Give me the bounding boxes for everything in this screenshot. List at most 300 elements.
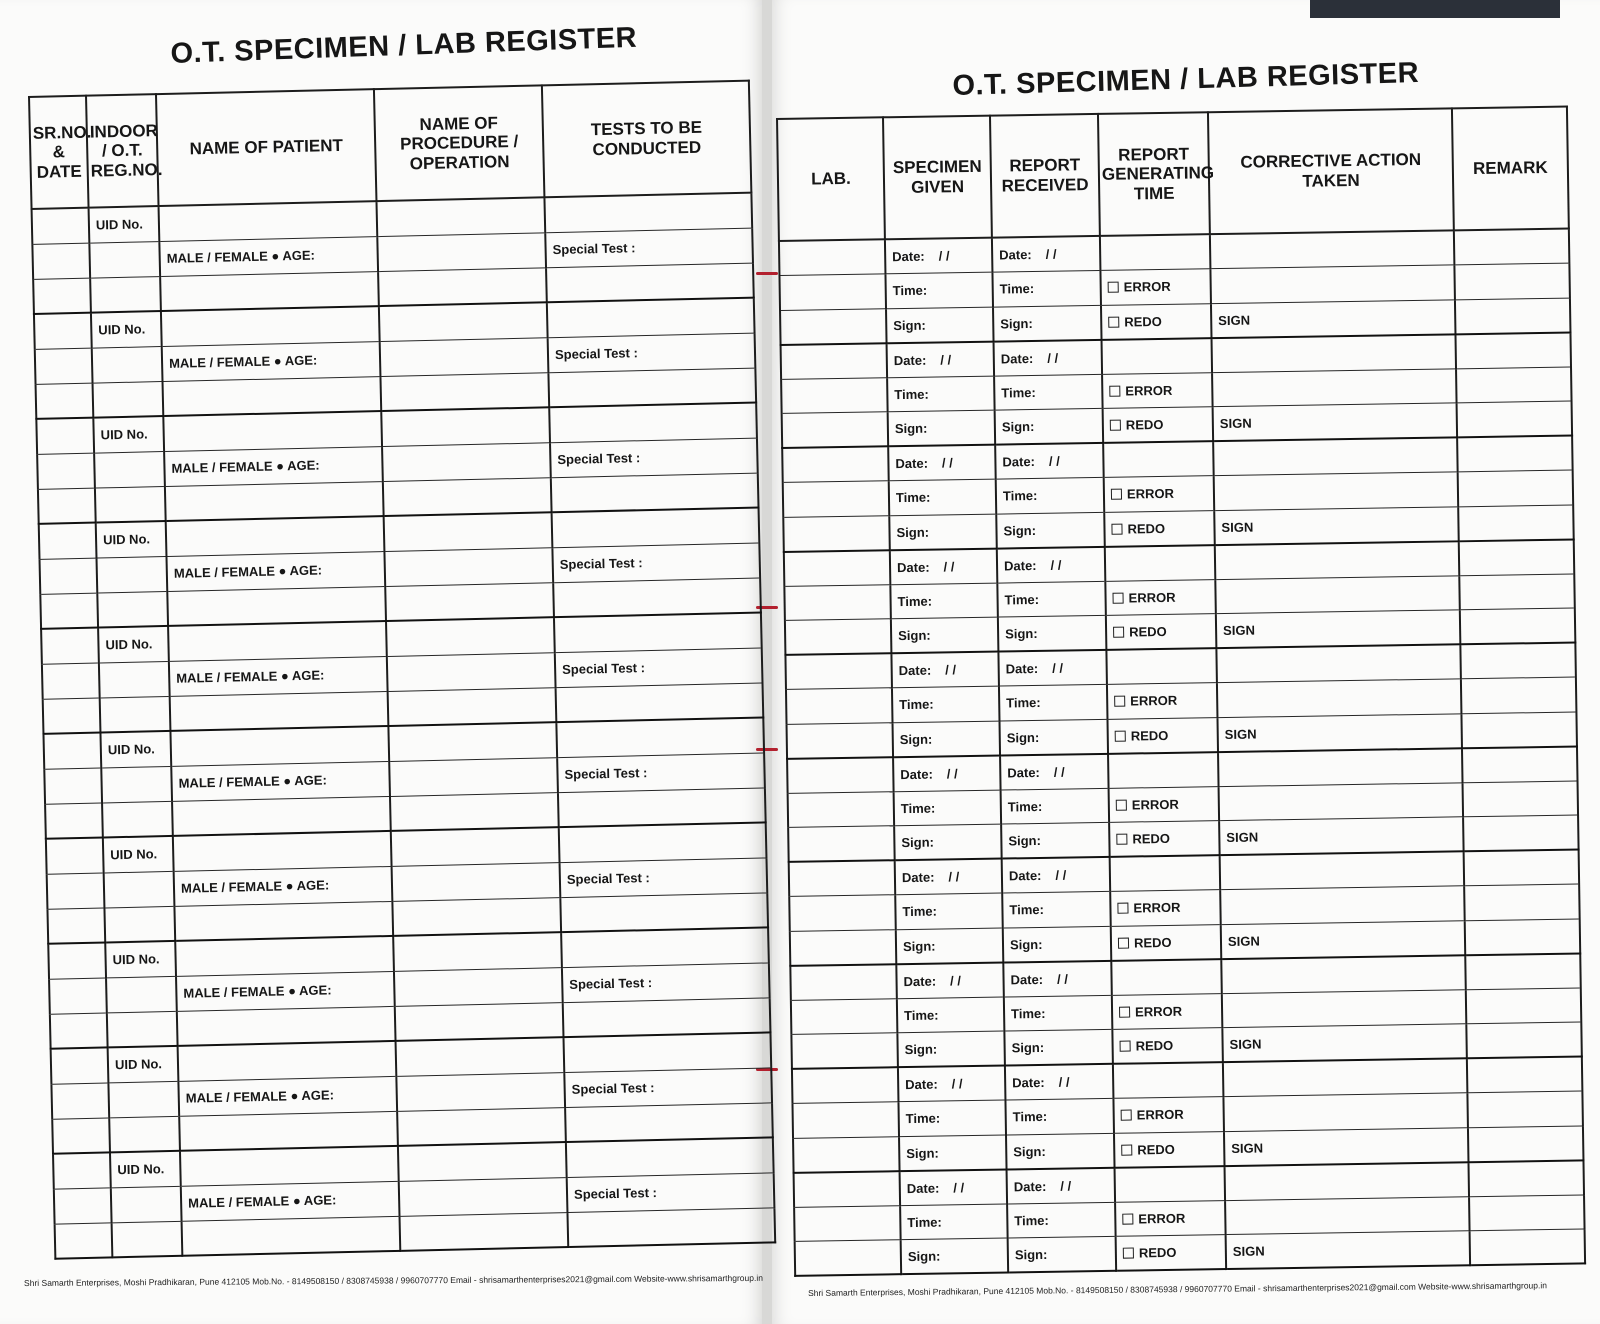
special-test-label-text: Special Test : [561, 660, 646, 678]
specimen-date-label-text: Date: [901, 869, 935, 886]
corrective-sign-label [1211, 299, 1456, 337]
date-slashes: / / [953, 1179, 965, 1195]
gender-age-label [162, 341, 381, 381]
specimen-date-label [885, 238, 993, 274]
table-header-row [29, 81, 751, 209]
date-slashes: / / [1048, 453, 1060, 469]
uid-label [93, 416, 164, 453]
specimen-date-label [887, 341, 995, 377]
report-time-label [1007, 1202, 1116, 1238]
redo-checkbox-text: REDO [1124, 313, 1162, 330]
col-header-report-received: REPORT RECEIVED [990, 114, 1100, 238]
corrective-sign-label [1214, 506, 1459, 544]
checkbox-icon[interactable] [1120, 1041, 1131, 1052]
report-date-label [992, 236, 1101, 272]
specimen-sign-label [888, 410, 996, 446]
specimen-time-label [894, 790, 1002, 826]
uid-label-text: UID No. [100, 426, 148, 443]
error-checkbox [1105, 579, 1216, 615]
error-checkbox-text: ERROR [1134, 1003, 1183, 1020]
patient-register-table [28, 80, 776, 1260]
redo-checkbox [1107, 717, 1218, 753]
gender-age-label [159, 236, 378, 276]
special-test-label-text: Special Test : [557, 450, 641, 468]
corrective-sign-label [1213, 403, 1458, 441]
specimen-time-label-text: Time: [899, 696, 934, 713]
gender-age-label-text: MALE / FEMALE ● AGE: [166, 247, 316, 266]
checkbox-icon[interactable] [1121, 1110, 1132, 1121]
report-sign-label-text: Sign: [1001, 418, 1035, 435]
report-date-label [995, 443, 1104, 479]
uid-label-text: UID No. [114, 1056, 163, 1073]
gender-age-label [181, 1181, 400, 1221]
report-sign-label-text: Sign: [1005, 625, 1038, 642]
corrective-sign-label [1219, 817, 1464, 855]
date-slashes: / / [951, 1076, 963, 1092]
redo-checkbox [1106, 614, 1217, 650]
col-header-lab: LAB. [777, 117, 885, 241]
report-date-label [1000, 753, 1109, 789]
report-sign-label [995, 408, 1104, 444]
special-test-label-text: Special Test : [571, 1080, 655, 1097]
redo-checkbox-text: REDO [1125, 416, 1164, 433]
lab-register-table [776, 106, 1586, 1277]
col-header-patient-name: NAME OF PATIENT [156, 89, 376, 206]
corrective-sign-label [1222, 1024, 1467, 1062]
checkbox-icon[interactable] [1123, 1248, 1134, 1259]
report-date-label [1007, 1167, 1116, 1203]
error-checkbox [1113, 1097, 1224, 1133]
checkbox-icon[interactable] [1121, 1144, 1132, 1155]
special-test-label-text: Special Test : [569, 975, 653, 992]
error-checkbox [1109, 786, 1220, 822]
gender-age-label [169, 656, 388, 696]
report-sign-label-text: Sign: [1000, 315, 1033, 332]
report-date-label-text: Date: [1013, 1178, 1047, 1194]
checkbox-icon[interactable] [1108, 282, 1119, 293]
gender-age-label [176, 971, 395, 1011]
specimen-time-label [885, 272, 993, 308]
specimen-sign-label [897, 1031, 1005, 1067]
redo-checkbox [1103, 407, 1214, 443]
report-date-label [1002, 857, 1111, 893]
specimen-sign-label-text: Sign: [906, 1145, 939, 1161]
report-time-label-text: Time: [999, 281, 1035, 297]
report-date-label-text: Date: [1002, 453, 1036, 470]
specimen-sign-label [901, 1238, 1009, 1274]
gender-age-label [166, 551, 385, 591]
error-checkbox [1110, 890, 1221, 926]
checkbox-icon[interactable] [1109, 385, 1120, 396]
special-test-label-text: Special Test : [554, 345, 638, 363]
gender-age-label [174, 866, 393, 906]
report-time-label-text: Time: [1006, 695, 1041, 711]
special-test-label-text: Special Test : [573, 1185, 658, 1202]
specimen-time-label-text: Time: [907, 1214, 942, 1230]
report-time-label [1002, 891, 1111, 927]
uid-label-text: UID No. [105, 636, 153, 653]
report-date-label-text: Date: [1012, 1074, 1045, 1091]
report-date-label-text: Date: [999, 247, 1032, 263]
corrective-sign-label [1224, 1127, 1469, 1165]
uid-label [100, 731, 171, 768]
special-test-label [550, 438, 758, 478]
checkbox-icon[interactable] [1118, 937, 1129, 948]
error-checkbox-text: ERROR [1131, 796, 1179, 813]
date-slashes: / / [1053, 764, 1065, 780]
report-time-label-text: Time: [1012, 1109, 1048, 1125]
col-header-indoor-reg-no: INDOOR / O.T. REG.NO. [86, 94, 159, 208]
gender-age-label-text: MALE / FEMALE ● AGE: [171, 457, 320, 476]
col-header-sr-no-date: SR.NO. & DATE [29, 96, 89, 209]
gender-age-label [178, 1076, 397, 1116]
uid-label-text: UID No. [95, 216, 144, 233]
gender-age-label [164, 446, 383, 486]
corrective-sign-label-text: SIGN [1229, 1036, 1262, 1052]
specimen-sign-label [899, 1135, 1007, 1171]
specimen-date-label [895, 859, 1003, 895]
specimen-sign-label-text: Sign: [901, 834, 935, 851]
report-time-label [992, 270, 1101, 306]
specimen-date-label [888, 445, 996, 481]
left-page-footer: Shri Samarth Enterprises, Moshi Pradhikaran, Pune 412105 Mob.No. - 8149508150 / 8308745938 / 9960707770 Email - shrisamarthenterprises2021@gmail.com Website-www.shrisamarthgroup.in [24, 1272, 763, 1288]
specimen-time-label [900, 1204, 1008, 1240]
checkbox-icon[interactable] [1119, 1006, 1130, 1017]
report-time-label [996, 477, 1105, 513]
specimen-date-label [893, 755, 1001, 791]
specimen-sign-label [896, 928, 1004, 964]
col-header-procedure: NAME OF PROCEDURE / OPERATION [374, 85, 544, 201]
uid-label [91, 311, 162, 348]
col-header-corrective-action: CORRECTIVE ACTION TAKEN [1208, 108, 1454, 234]
report-sign-label [993, 305, 1102, 341]
report-date-label [997, 546, 1106, 582]
report-sign-label [1006, 1133, 1115, 1169]
special-test-label-text: Special Test : [552, 240, 636, 258]
report-sign-label-text: Sign: [1006, 729, 1040, 745]
report-time-label [994, 374, 1103, 410]
specimen-sign-label [889, 514, 997, 550]
specimen-date-label-text: Date: [893, 352, 927, 368]
report-time-label-text: Time: [1007, 798, 1043, 815]
specimen-date-label-text: Date: [900, 766, 933, 782]
error-checkbox [1115, 1200, 1226, 1236]
gender-age-label-text: MALE / FEMALE ● AGE: [173, 562, 323, 581]
gender-age-label-text: MALE / FEMALE ● AGE: [180, 877, 330, 896]
specimen-time-label [897, 997, 1005, 1033]
uid-label [105, 941, 176, 978]
report-sign-label [1001, 822, 1110, 858]
specimen-sign-label-text: Sign: [899, 731, 933, 747]
report-date-label-text: Date: [1010, 971, 1044, 987]
uid-label-text: UID No. [112, 951, 160, 968]
checkbox-icon[interactable] [1111, 523, 1122, 534]
specimen-time-label-text: Time: [892, 282, 928, 299]
specimen-time-label-text: Time: [900, 800, 936, 816]
specimen-sign-label-text: Sign: [893, 317, 926, 333]
error-checkbox [1100, 269, 1211, 305]
checkbox-icon[interactable] [1116, 799, 1127, 810]
specimen-sign-label-text: Sign: [896, 524, 930, 540]
specimen-date-label [896, 962, 1004, 998]
report-time-label-text: Time: [1002, 488, 1038, 504]
report-time-label-text: Time: [1004, 591, 1040, 608]
date-slashes: / / [949, 972, 962, 988]
special-test-label [564, 1067, 772, 1107]
specimen-sign-label-text: Sign: [894, 420, 928, 437]
report-time-label-text: Time: [1010, 1005, 1046, 1022]
special-test-label-text: Special Test : [564, 765, 648, 783]
book-cover-edge [1310, 0, 1560, 18]
specimen-sign-label [886, 307, 994, 343]
checkbox-icon[interactable] [1117, 903, 1128, 914]
uid-label [108, 1046, 179, 1083]
uid-label-text: UID No. [117, 1161, 165, 1178]
report-time-label [997, 581, 1106, 617]
corrective-sign-label [1217, 713, 1462, 751]
checkbox-icon[interactable] [1111, 489, 1122, 500]
date-slashes: / / [1055, 867, 1067, 883]
specimen-sign-label-text: Sign: [907, 1248, 941, 1265]
specimen-time-label-text: Time: [897, 593, 933, 609]
table-header-row [777, 107, 1569, 241]
gender-age-label-text: MALE / FEMALE ● AGE: [187, 1192, 337, 1211]
error-checkbox [1107, 683, 1218, 719]
redo-checkbox [1114, 1131, 1225, 1167]
redo-checkbox-text: REDO [1130, 727, 1169, 744]
redo-checkbox-text: REDO [1135, 1037, 1174, 1054]
redo-checkbox-text: REDO [1127, 520, 1166, 537]
report-date-label [1005, 1064, 1114, 1100]
report-sign-label [1003, 926, 1112, 962]
date-slashes: / / [946, 765, 958, 781]
specimen-time-label [890, 583, 998, 619]
special-test-label [548, 333, 756, 373]
uid-label [98, 626, 169, 663]
report-date-label-text: Date: [1007, 764, 1040, 780]
specimen-time-label-text: Time: [903, 1007, 939, 1023]
special-test-label [545, 228, 753, 268]
special-test-label [560, 857, 768, 897]
date-slashes: / / [1047, 350, 1059, 366]
specimen-time-label [898, 1100, 1006, 1136]
specimen-time-label-text: Time: [905, 1110, 941, 1127]
report-sign-label-text: Sign: [1014, 1246, 1048, 1263]
error-checkbox-text: ERROR [1123, 279, 1171, 295]
error-checkbox-text: ERROR [1138, 1210, 1186, 1227]
error-checkbox [1112, 993, 1223, 1029]
specimen-time-label-text: Time: [894, 386, 929, 402]
error-checkbox-text: ERROR [1126, 486, 1175, 502]
date-slashes: / / [948, 869, 960, 885]
date-slashes: / / [1050, 557, 1062, 573]
specimen-date-label-text: Date: [898, 662, 932, 679]
date-slashes: / / [1052, 660, 1064, 676]
specimen-date-label [900, 1169, 1008, 1205]
specimen-sign-label-text: Sign: [904, 1041, 938, 1058]
uid-label-text: UID No. [107, 741, 155, 758]
date-slashes: / / [938, 248, 950, 264]
specimen-sign-label-text: Sign: [898, 627, 931, 644]
corrective-sign-label [1216, 610, 1461, 648]
uid-label-text: UID No. [110, 846, 158, 863]
special-test-label [557, 752, 765, 792]
right-page-title: O.T. SPECIMEN / LAB REGISTER [952, 56, 1420, 102]
specimen-date-label-text: Date: [896, 559, 930, 575]
redo-checkbox-text: REDO [1132, 830, 1171, 847]
date-slashes: / / [941, 455, 953, 471]
redo-checkbox-text: REDO [1138, 1244, 1177, 1261]
date-slashes: / / [1060, 1177, 1072, 1194]
report-date-label [1003, 960, 1112, 996]
specimen-date-label-text: Date: [905, 1076, 938, 1093]
uid-label-text: UID No. [102, 531, 151, 548]
specimen-date-label [898, 1066, 1006, 1102]
date-slashes: / / [940, 351, 952, 367]
specimen-sign-label [891, 617, 999, 653]
corrective-sign-label-text: SIGN [1227, 933, 1260, 949]
redo-checkbox-text: REDO [1133, 934, 1172, 950]
report-time-label [1001, 788, 1110, 824]
date-slashes: / / [945, 662, 957, 678]
uid-label [103, 836, 174, 873]
report-sign-label-text: Sign: [1003, 522, 1037, 538]
binding-thread [756, 272, 778, 275]
redo-checkbox-text: REDO [1128, 623, 1167, 640]
specimen-date-label-text: Date: [906, 1180, 940, 1196]
specimen-sign-label-text: Sign: [902, 938, 936, 954]
redo-checkbox-text: REDO [1137, 1141, 1175, 1157]
error-checkbox-text: ERROR [1125, 382, 1173, 399]
special-test-label [567, 1172, 775, 1212]
error-checkbox [1102, 372, 1213, 408]
corrective-sign-label-text: SIGN [1231, 1139, 1264, 1156]
gender-age-label-text: MALE / FEMALE ● AGE: [183, 982, 332, 1001]
checkbox-icon[interactable] [1110, 420, 1121, 431]
corrective-sign-label-text: SIGN [1222, 622, 1256, 639]
error-checkbox-text: ERROR [1133, 899, 1181, 916]
gender-age-label-text: MALE / FEMALE ● AGE: [185, 1087, 335, 1106]
redo-checkbox [1112, 1028, 1223, 1064]
report-time-label-text: Time: [1001, 384, 1036, 401]
redo-checkbox [1104, 510, 1215, 546]
checkbox-icon[interactable] [1114, 696, 1125, 707]
date-slashes: / / [1056, 971, 1069, 987]
error-checkbox [1104, 476, 1215, 512]
redo-checkbox [1116, 1235, 1227, 1271]
report-sign-label [998, 615, 1107, 651]
report-sign-label [999, 719, 1108, 755]
col-header-report-generating-time: REPORT GENERATING TIME [1098, 112, 1210, 236]
specimen-time-label-text: Time: [902, 903, 938, 920]
gender-age-label-text: MALE / FEMALE ● AGE: [168, 352, 318, 371]
report-date-label-text: Date: [1000, 350, 1034, 366]
report-sign-label [1004, 1029, 1113, 1065]
error-checkbox-text: ERROR [1130, 693, 1178, 709]
col-header-tests: TESTS TO BE CONDUCTED [542, 81, 751, 198]
right-page-footer: Shri Samarth Enterprises, Moshi Pradhikaran, Pune 412105 Mob.No. - 8149508150 / 8308745938 / 9960707770 Email - shrisamarthenterprises2021@gmail.com Website-www.shrisamarthgroup.in [808, 1280, 1548, 1298]
checkbox-icon[interactable] [1116, 834, 1127, 845]
specimen-date-label [890, 548, 998, 584]
specimen-time-label [887, 376, 995, 412]
report-time-label [999, 684, 1108, 720]
report-time-label-text: Time: [1014, 1212, 1049, 1229]
specimen-sign-label [893, 721, 1001, 757]
col-header-remark: REMARK [1452, 107, 1569, 231]
report-sign-label [1008, 1236, 1117, 1272]
col-header-specimen-given: SPECIMEN GIVEN [883, 116, 992, 240]
checkbox-icon[interactable] [1122, 1213, 1133, 1224]
redo-checkbox [1111, 924, 1222, 960]
gender-age-label-text: MALE / FEMALE ● AGE: [176, 667, 325, 686]
specimen-date-label-text: Date: [892, 248, 925, 265]
date-slashes: / / [943, 558, 955, 574]
specimen-time-label [892, 686, 1000, 722]
corrective-sign-label-text: SIGN [1219, 415, 1252, 432]
specimen-sign-label [894, 824, 1002, 860]
report-time-label [1005, 1098, 1114, 1134]
corrective-sign-label-text: SIGN [1221, 519, 1254, 535]
specimen-date-label [891, 652, 999, 688]
report-sign-label-text: Sign: [1013, 1143, 1046, 1159]
uid-label [89, 206, 160, 243]
report-date-label-text: Date: [1008, 867, 1042, 884]
report-date-label-text: Date: [1005, 660, 1039, 677]
corrective-sign-label [1221, 920, 1466, 958]
date-slashes: / / [1045, 246, 1057, 262]
report-date-label [994, 339, 1103, 375]
uid-label [110, 1151, 181, 1188]
date-slashes: / / [1058, 1074, 1070, 1090]
corrective-sign-label-text: SIGN [1232, 1243, 1265, 1259]
checkbox-icon[interactable] [1112, 592, 1123, 603]
error-checkbox-text: ERROR [1136, 1106, 1184, 1123]
left-page-title: O.T. SPECIMEN / LAB REGISTER [170, 21, 638, 70]
special-test-label-text: Special Test : [566, 870, 650, 887]
uid-label [96, 521, 167, 558]
checkbox-icon[interactable] [1108, 316, 1119, 327]
report-sign-label-text: Sign: [1009, 936, 1043, 952]
corrective-sign-label-text: SIGN [1224, 726, 1257, 742]
specimen-time-label-text: Time: [895, 489, 931, 506]
special-test-label [562, 962, 770, 1002]
report-sign-label-text: Sign: [1008, 832, 1041, 849]
redo-checkbox [1109, 821, 1220, 857]
specimen-time-label [895, 893, 1003, 929]
special-test-label-text: Special Test : [559, 555, 643, 573]
special-test-label [555, 647, 763, 687]
report-time-label-text: Time: [1009, 902, 1045, 918]
checkbox-icon[interactable] [1113, 627, 1124, 638]
report-date-label [998, 650, 1107, 686]
special-test-label [552, 543, 760, 583]
specimen-date-label-text: Date: [903, 973, 937, 989]
report-date-label-text: Date: [1003, 557, 1037, 573]
uid-label-text: UID No. [98, 321, 146, 338]
report-sign-label-text: Sign: [1011, 1039, 1045, 1056]
gender-age-label [171, 761, 390, 801]
report-time-label [1004, 995, 1113, 1031]
error-checkbox-text: ERROR [1128, 589, 1176, 606]
corrective-sign-label-text: SIGN [1226, 829, 1259, 846]
corrective-sign-label-text: SIGN [1218, 312, 1251, 328]
redo-checkbox [1101, 303, 1212, 339]
gender-age-label-text: MALE / FEMALE ● AGE: [178, 772, 327, 791]
checkbox-icon[interactable] [1115, 730, 1126, 741]
report-sign-label [996, 512, 1105, 548]
specimen-time-label [889, 479, 997, 515]
specimen-date-label-text: Date: [895, 455, 929, 472]
